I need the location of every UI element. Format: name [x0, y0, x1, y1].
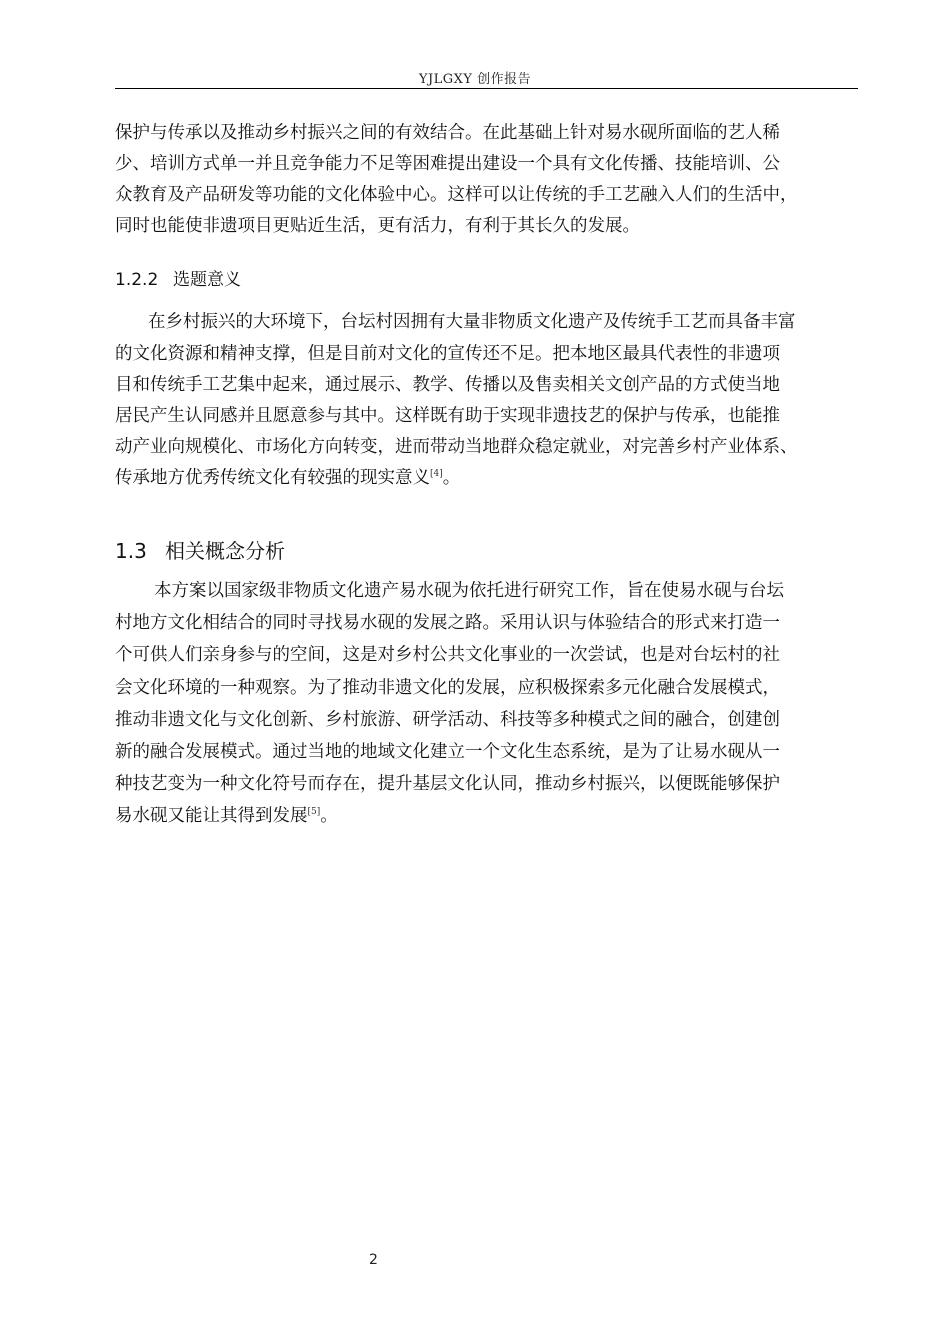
- para3-line-3: 个可供人们亲身参与的空间，这是对乡村公共文化事业的一次尝试，也是对台坛村的社: [115, 645, 780, 665]
- para1-line-2: 少、培训方式单一并且竞争能力不足等困难提出建设一个具有文化传播、技能培训、公: [115, 154, 780, 174]
- section-title: 相关概念分析: [165, 539, 285, 563]
- para2-line-5: 动产业向规模化、市场化方向转变，进而带动当地群众稳定就业，对完善乡村产业体系、: [115, 437, 798, 457]
- section-title: 选题意义: [173, 270, 241, 290]
- para2-line-6: [115, 467, 460, 489]
- para2-line-6-text: 传承地方优秀传统文化有较强的现实意义: [115, 468, 430, 488]
- para2-line-4: 居民产生认同感并且愿意参与其中。这样既有助于实现非遗技艺的保护与传承，也能推: [115, 406, 780, 426]
- citation-5: [5]: [307, 807, 321, 818]
- para3-line-4: 会文化环境的一种观察。为了推动非遗文化的发展，应积极探索多元化融合发展模式，: [115, 678, 780, 698]
- para3-line-2: 村地方文化相结合的同时寻找易水砚的发展之路。采用认识与体验结合的形式来打造一: [115, 613, 780, 633]
- para2-line-3: 目和传统手工艺集中起来，通过展示、教学、传播以及售卖相关文创产品的方式使当地: [115, 375, 780, 395]
- para3-line-6: 新的融合发展模式。通过当地的地域文化建立一个文化生态系统，是为了让易水砚从一: [115, 742, 780, 762]
- para3-end-punct: 。: [320, 806, 338, 826]
- para3-line-8-text: 易水砚又能让其得到发展: [115, 806, 308, 826]
- section-heading-1-3: [115, 538, 285, 564]
- para1-line-1: 保护与传承以及推动乡村振兴之间的有效结合。在此基础上针对易水砚所面临的艺人稀: [115, 123, 780, 143]
- para3-line-1: 本方案以国家级非物质文化遗产易水砚为依托进行研究工作，旨在使易水砚与台坛: [154, 581, 784, 601]
- section-heading-1-2-2: [115, 269, 241, 291]
- para2-line-1: 在乡村振兴的大环境下，台坛村因拥有大量非物质文化遗产及传统手工艺而具备丰富: [148, 312, 796, 332]
- para3-line-8: [115, 805, 338, 827]
- section-number: 1.2.2: [115, 270, 159, 290]
- page-number: 2: [369, 1252, 378, 1268]
- para3-line-7: 种技艺变为一种文化符号而存在，提升基层文化认同，推动乡村振兴，以便既能够保护: [115, 774, 780, 794]
- para1-line-4: 同时也能使非遗项目更贴近生活，更有活力，有利于其长久的发展。: [115, 216, 640, 236]
- para2-end-punct: 。: [442, 468, 461, 488]
- section-number: 1.3: [115, 539, 147, 563]
- citation-4: [4]: [430, 469, 443, 480]
- para1-line-3: 众教育及产品研发等功能的文化体验中心。这样可以让传统的手工艺融入人们的生活中，: [115, 185, 798, 205]
- para3-line-5: 推动非遗文化与文化创新、乡村旅游、研学活动、科技等多种模式之间的融合，创建创: [115, 710, 780, 730]
- header-divider: [115, 88, 858, 89]
- page-header-title: YJLGXY 创作报告: [418, 72, 532, 87]
- para2-line-2: 的文化资源和精神支撑，但是目前对文化的宣传还不足。把本地区最具代表性的非遗项: [115, 344, 780, 364]
